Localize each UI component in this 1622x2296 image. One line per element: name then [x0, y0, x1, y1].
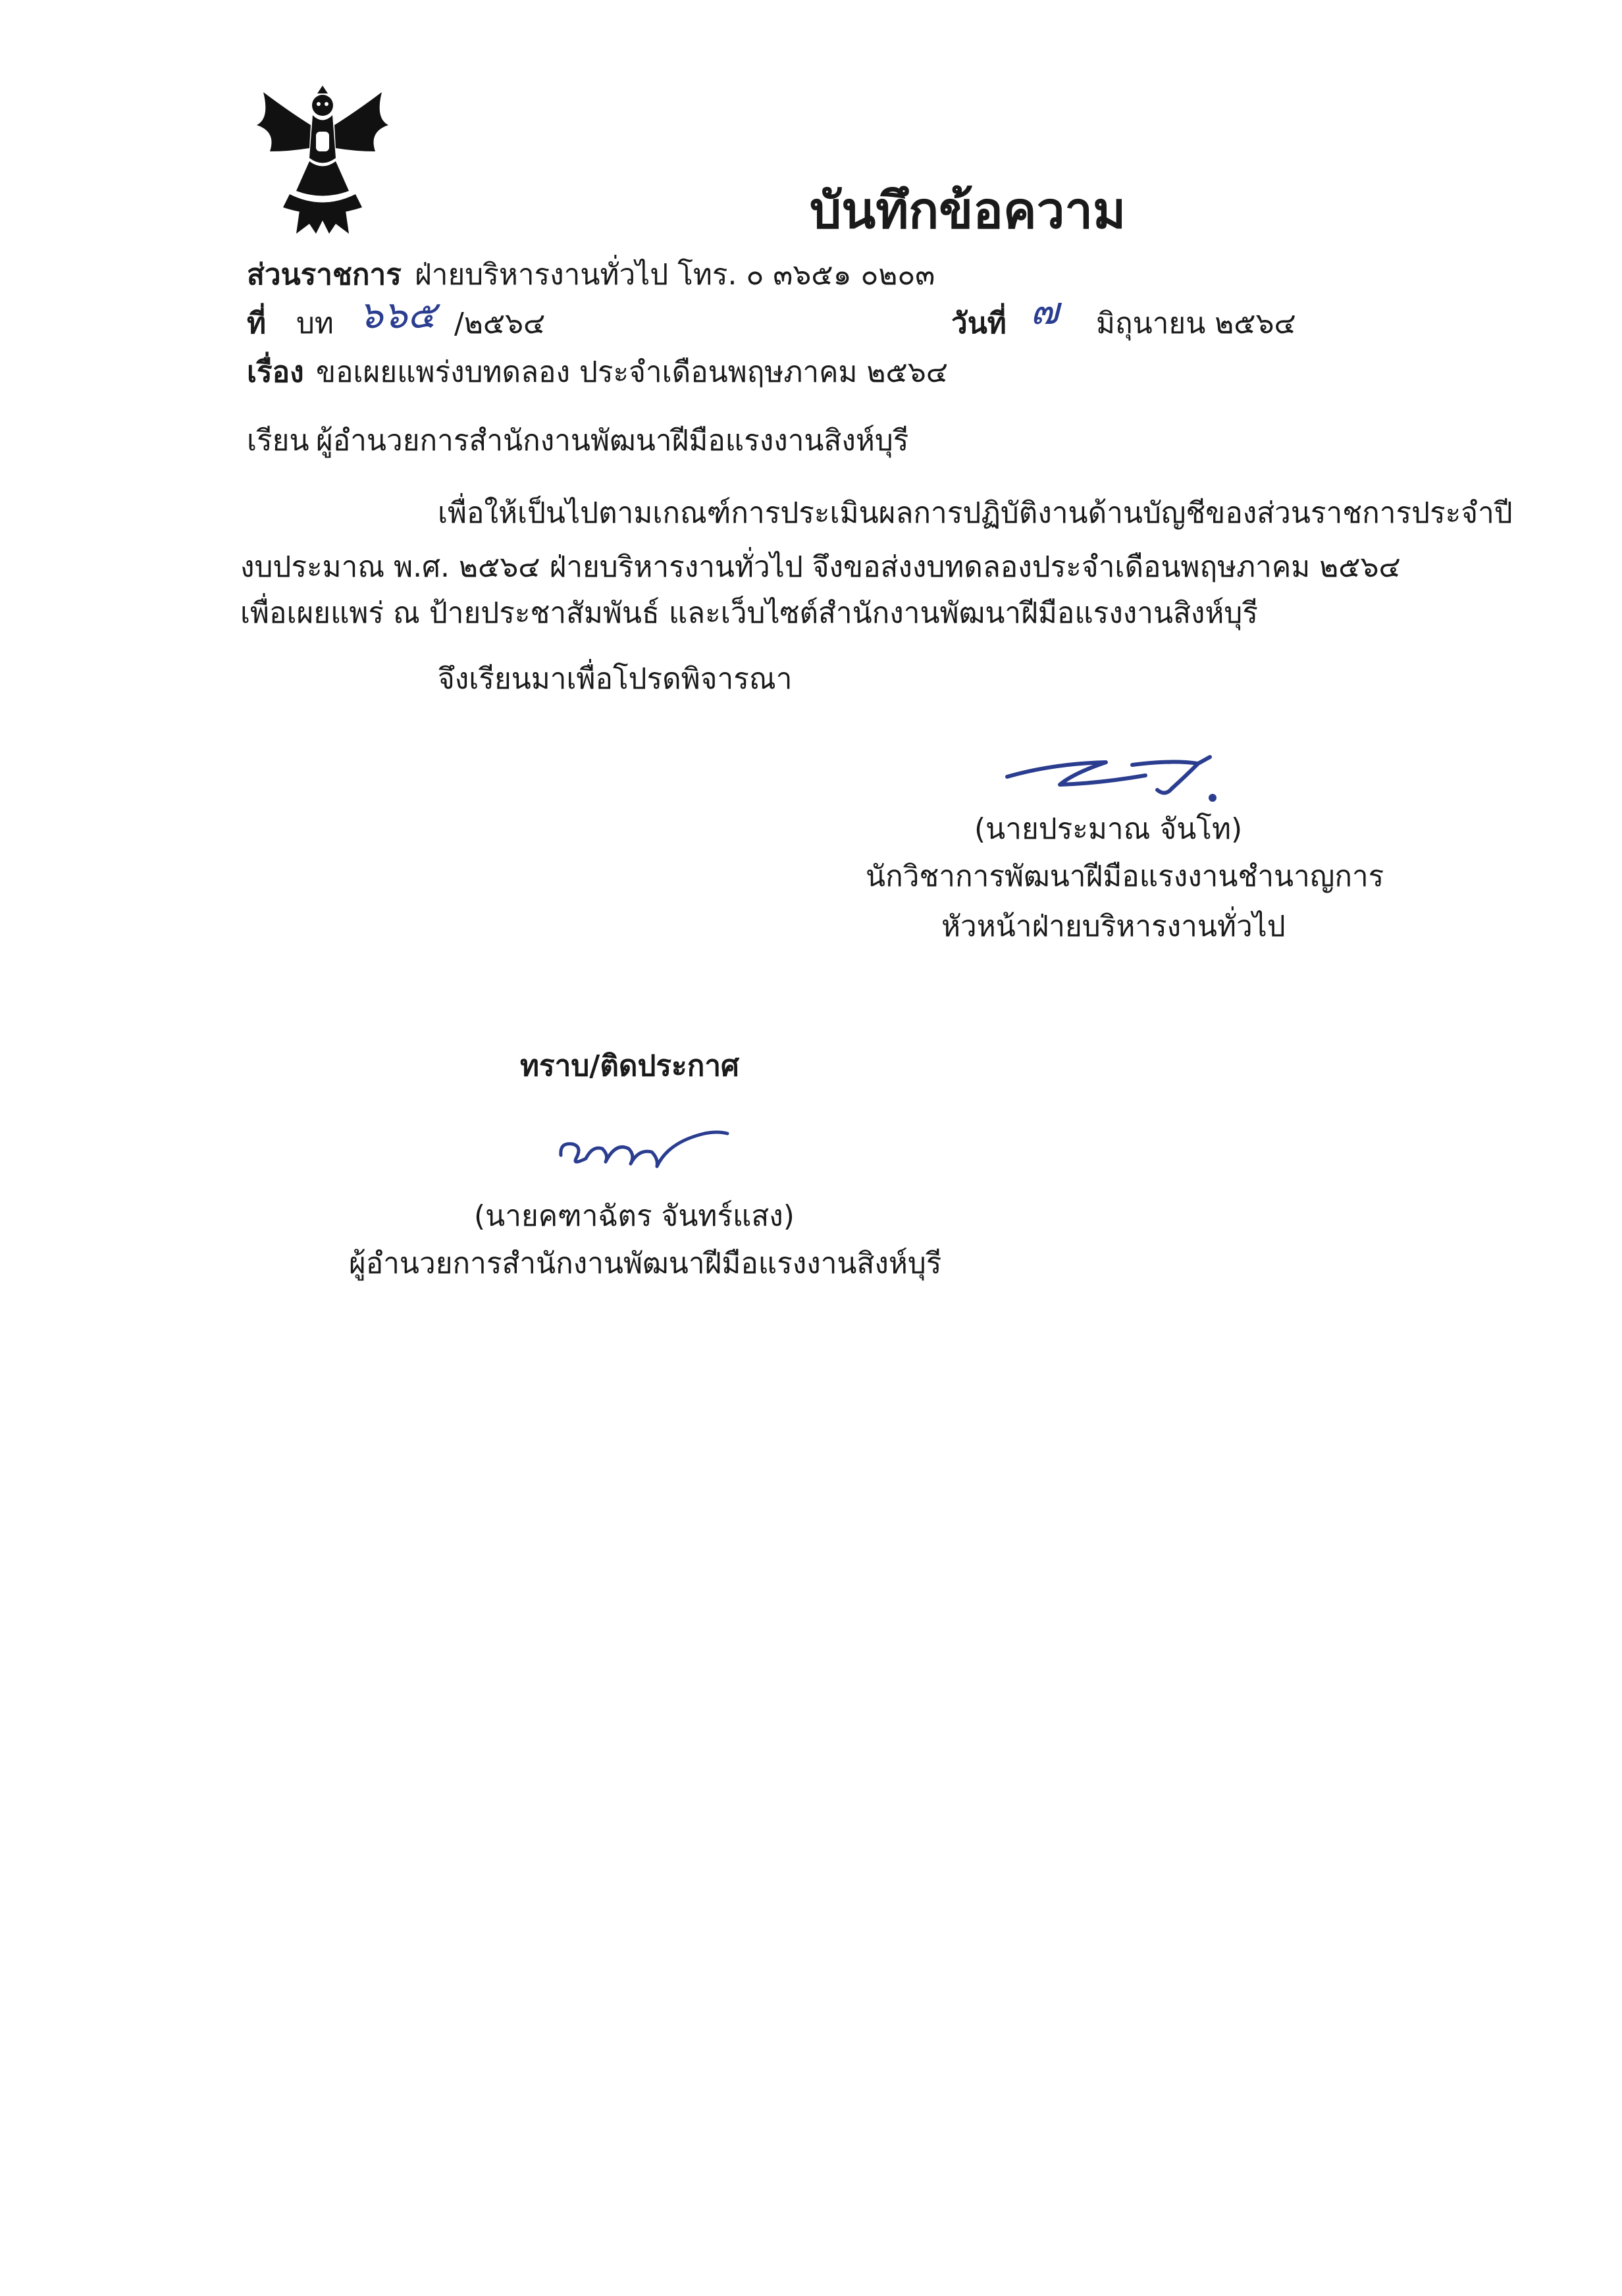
- memo-title: บันทึกข้อความ: [810, 181, 1126, 240]
- date-month-year: มิถุนายน ๒๕๖๔: [1096, 307, 1296, 340]
- ref-number-handwritten: ๖๖๕: [359, 292, 436, 337]
- date-label: วันที่: [951, 307, 1007, 340]
- approver-name: (นายคฑาฉัตร จันทร์แสง): [474, 1199, 795, 1233]
- signature-icon: [553, 1119, 737, 1178]
- signature-icon: [1001, 737, 1231, 810]
- subject-label: เรื่อง: [247, 355, 304, 389]
- approval-note: ทราบ/ติดประกาศ: [520, 1049, 739, 1083]
- body-line-2: งบประมาณ พ.ศ. ๒๕๖๔ ฝ่ายบริหารงานทั่วไป จึงขอส่งงบทดลองประจำเดือนพฤษภาคม ๒๕๖๔: [240, 550, 1401, 584]
- body-closing: จึงเรียนมาเพื่อโปรดพิจารณา: [438, 662, 793, 696]
- signer1-position: นักวิชาการพัฒนาฝีมือแรงงานชำนาญการ: [866, 860, 1384, 893]
- signer1-name: (นายประมาณ จันโท): [974, 812, 1243, 846]
- date-day-handwritten: ๗: [1030, 288, 1059, 333]
- to-value: ผู้อำนวยการสำนักงานพัฒนาฝีมือแรงงานสิงห์บุรี: [316, 424, 909, 457]
- body-line-1: เพื่อให้เป็นไปตามเกณฑ์การประเมินผลการปฏิบัติงานด้านบัญชีของส่วนราชการประจำปี: [438, 496, 1513, 530]
- subject-value: ขอเผยแพร่งบทดลอง ประจำเดือนพฤษภาคม ๒๕๖๔: [316, 355, 949, 389]
- approver-position: ผู้อำนวยการสำนักงานพัฒนาฝีมือแรงงานสิงห์บุรี: [349, 1247, 942, 1280]
- signer1-role: หัวหน้าฝ่ายบริหารงานทั่วไป: [941, 910, 1286, 943]
- garuda-emblem-icon: [250, 86, 395, 237]
- ref-label: ที่: [247, 307, 267, 340]
- body-line-3: เพื่อเผยแพร่ ณ ป้ายประชาสัมพันธ์ และเว็บไซต์สำนักงานพัฒนาฝีมือแรงงานสิงห์บุรี: [240, 596, 1258, 630]
- ref-year: /๒๕๖๔: [454, 307, 546, 340]
- to-label: เรียน: [247, 424, 309, 457]
- agency-label: ส่วนราชการ: [247, 258, 402, 292]
- ref-prefix: บท: [296, 307, 334, 340]
- agency-value: ฝ่ายบริหารงานทั่วไป โทร. ๐ ๓๖๕๑ ๐๒๐๓: [415, 258, 935, 292]
